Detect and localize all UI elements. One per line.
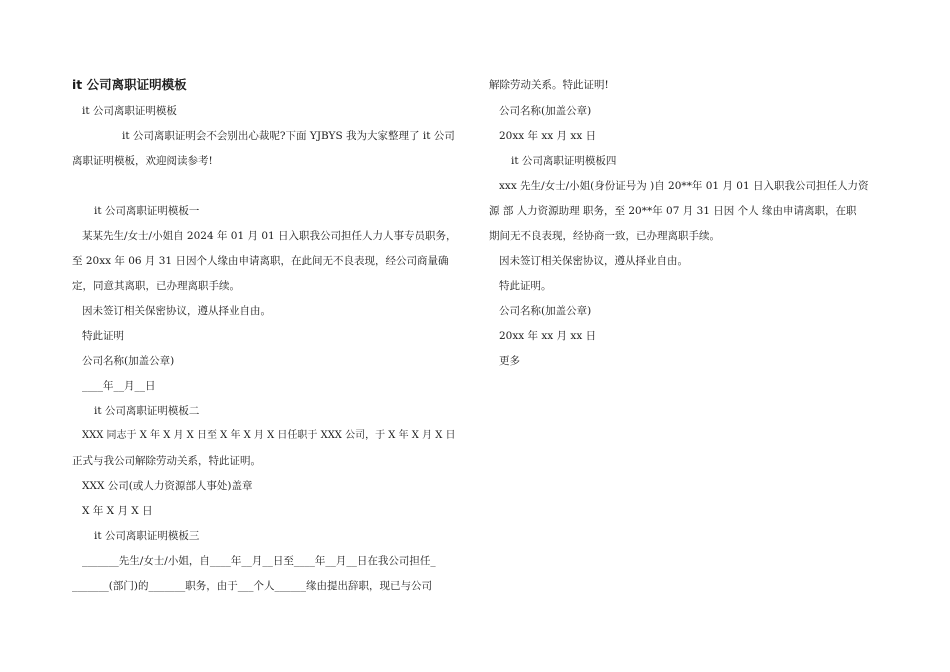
section-heading-4: it 公司离职证明模板四 — [511, 155, 617, 167]
paragraph-line: XXX 同志于 X 年 X 月 X 日至 X 年 X 月 X 日任职于 XXX 公司，于 X 年 X 月 X 日 — [82, 430, 456, 441]
date-line: X 年 X 月 X 日 — [82, 505, 153, 517]
paragraph-line: 因未签订相关保密协议，遵从择业自由。 — [82, 305, 271, 317]
intro-line-1: it 公司离职证明会不会别出心裁呢?下面 YJBYS 我为大家整理了 it 公司 — [122, 130, 455, 142]
paragraph-line: xxx 先生/女士/小姐(身份证号为 )自 20**年 01 月 01 日入职我公司担任人力资 — [499, 180, 869, 192]
section-heading-1: it 公司离职证明模板一 — [94, 205, 200, 217]
paragraph-line: 公司名称(加盖公章) — [82, 355, 175, 367]
document-title: it 公司离职证明模板 — [72, 77, 187, 92]
date-line: ____年__月__日 — [82, 380, 156, 392]
paragraph-line: 因未签订相关保密协议，遵从择业自由。 — [499, 255, 688, 267]
intro-line-2: 离职证明模板，欢迎阅读参考! — [72, 155, 213, 167]
more-link[interactable]: 更多 — [499, 355, 520, 367]
paragraph-line: 解除劳动关系。特此证明! — [489, 79, 609, 91]
paragraph-line: XXX 公司(或人力资源部人事处)盖章 — [82, 480, 253, 492]
paragraph-line: 某某先生/女士/小姐自 2024 年 01 月 01 日入职我公司担任人力人事专员职务， — [82, 230, 457, 242]
paragraph-line: 至 20xx 年 06 月 31 日因个人缘由申请离职，在此间无不良表现，经公司商量确 — [72, 255, 449, 267]
section-heading-2: it 公司离职证明模板二 — [94, 405, 200, 417]
section-heading-3: it 公司离职证明模板三 — [94, 530, 200, 542]
paragraph-line: _______先生/女士/小姐，自____年__月__日至____年__月__日在我公司担任_ — [82, 555, 436, 567]
paragraph-line: 定，同意其离职，已办理离职手续。 — [72, 280, 240, 292]
paragraph-line: _______(部门)的_______职务，由于___个人______缘由提出辞职，现已与公司 — [72, 580, 432, 592]
paragraph-line: 特此证明 — [82, 330, 124, 342]
paragraph-line: 正式与我公司解除劳动关系，特此证明。 — [72, 455, 261, 467]
paragraph-line: 特此证明。 — [499, 280, 552, 292]
subtitle-line: it 公司离职证明模板 — [82, 105, 177, 117]
date-line: 20xx 年 xx 月 xx 日 — [499, 330, 597, 342]
date-line: 20xx 年 xx 月 xx 日 — [499, 130, 597, 142]
paragraph-line: 公司名称(加盖公章) — [499, 305, 592, 317]
paragraph-line: 源 部 人力资源助理 职务，至 20**年 07 月 31 日因 个人 缘由申请离职，在职 — [489, 205, 857, 217]
paragraph-line: 期间无不良表现，经协商一致，已办理离职手续。 — [489, 230, 720, 242]
paragraph-line: 公司名称(加盖公章) — [499, 105, 592, 117]
